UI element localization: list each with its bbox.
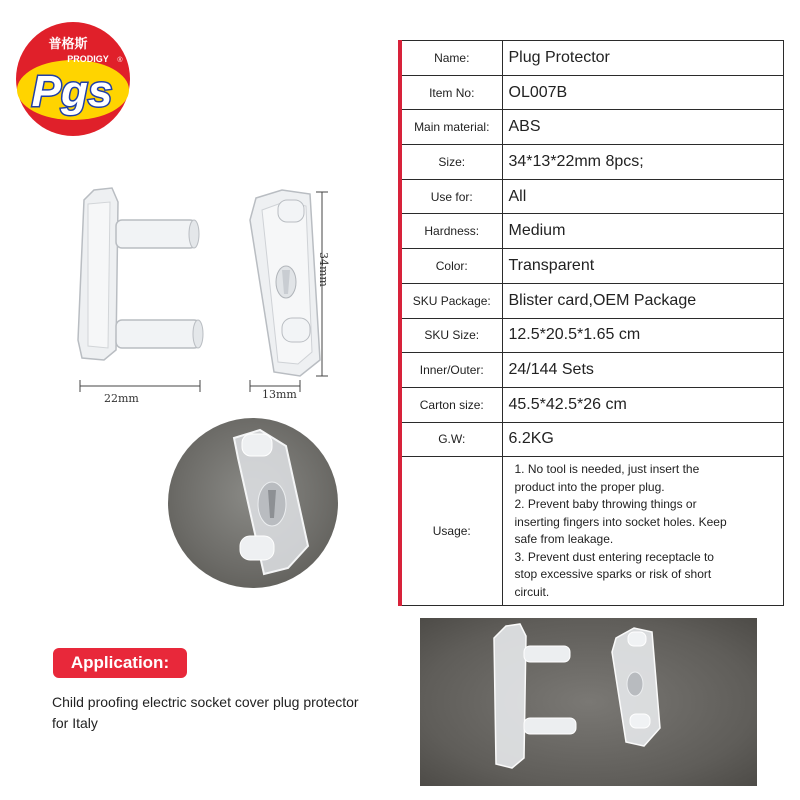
photo-side-view-piece	[494, 624, 576, 768]
usage-line: circuit.	[514, 584, 550, 599]
table-row	[400, 283, 784, 318]
logo-chinese-text: 普格斯	[48, 37, 88, 52]
spec-label: Carton size:	[400, 387, 502, 422]
spec-value: 45.5*42.5*26 cm	[502, 387, 784, 422]
spec-label: G.W:	[400, 422, 502, 457]
table-row	[400, 422, 784, 457]
spec-label: SKU Size:	[400, 318, 502, 353]
spec-value: 12.5*20.5*1.65 cm	[502, 318, 784, 353]
product-dimension-diagram	[60, 180, 350, 410]
spec-value: OL007B	[502, 75, 784, 110]
table-row	[400, 145, 784, 180]
depth-dimension-label: 13mm	[262, 388, 297, 401]
spec-value: Blister card,OEM Package	[502, 283, 784, 318]
spec-value: ABS	[502, 110, 784, 145]
spec-label: Main material:	[400, 110, 502, 145]
usage-line: 2. Prevent baby throwing things or	[514, 497, 697, 512]
spec-table	[398, 40, 784, 606]
photo-front-view-piece	[612, 628, 660, 746]
product-closeup-photo	[168, 418, 338, 588]
table-row	[400, 110, 784, 145]
table-row	[400, 249, 784, 284]
spec-value: Medium	[502, 214, 784, 249]
product-pair-photo	[420, 618, 757, 786]
spec-label: Hardness:	[400, 214, 502, 249]
spec-value: Transparent	[502, 249, 784, 284]
spec-label: Item No:	[400, 75, 502, 110]
usage-label: Usage:	[400, 457, 502, 606]
spec-label: SKU Package:	[400, 283, 502, 318]
logo-prodigy-text: PRODIGY	[67, 54, 109, 64]
spec-label: Name:	[400, 41, 502, 76]
usage-line: 3. Prevent dust entering receptacle to	[514, 549, 714, 564]
application-description	[52, 692, 402, 734]
spec-value: 6.2KG	[502, 422, 784, 457]
table-row	[400, 75, 784, 110]
table-row	[400, 214, 784, 249]
usage-line: product into the proper plug.	[514, 479, 665, 494]
spec-value: Plug Protector	[502, 41, 784, 76]
pgs-prodigy-logo	[14, 20, 132, 138]
side-view-illustration	[78, 188, 203, 360]
height-dimension-label: 34mm	[317, 252, 330, 287]
table-row	[400, 353, 784, 388]
application-badge: Application:	[53, 648, 187, 678]
usage-line: inserting fingers into socket holes. Keep	[514, 514, 727, 529]
spec-value: All	[502, 179, 784, 214]
usage-line: 1. No tool is needed, just insert the	[514, 462, 700, 477]
table-row	[400, 387, 784, 422]
application-text-line: Child proofing electric socket cover plug protector	[52, 694, 359, 710]
spec-value: 24/144 Sets	[502, 353, 784, 388]
spec-label: Color:	[400, 249, 502, 284]
width-dimension-label: 22mm	[104, 392, 139, 405]
spec-label: Use for:	[400, 179, 502, 214]
front-view-illustration	[250, 190, 320, 376]
table-row	[400, 179, 784, 214]
usage-row	[400, 457, 784, 606]
table-row	[400, 41, 784, 76]
spec-value: 34*13*22mm 8pcs;	[502, 145, 784, 180]
usage-line: safe from leakage.	[514, 532, 614, 547]
usage-line: stop excessive sparks or risk of short	[514, 567, 712, 582]
application-text-line: for Italy	[52, 715, 98, 731]
spec-label: Inner/Outer:	[400, 353, 502, 388]
spec-label: Size:	[400, 145, 502, 180]
usage-text	[502, 457, 784, 606]
logo-brand-text: Pgs	[31, 67, 113, 116]
table-row	[400, 318, 784, 353]
logo-registered-mark: ®	[117, 57, 123, 64]
